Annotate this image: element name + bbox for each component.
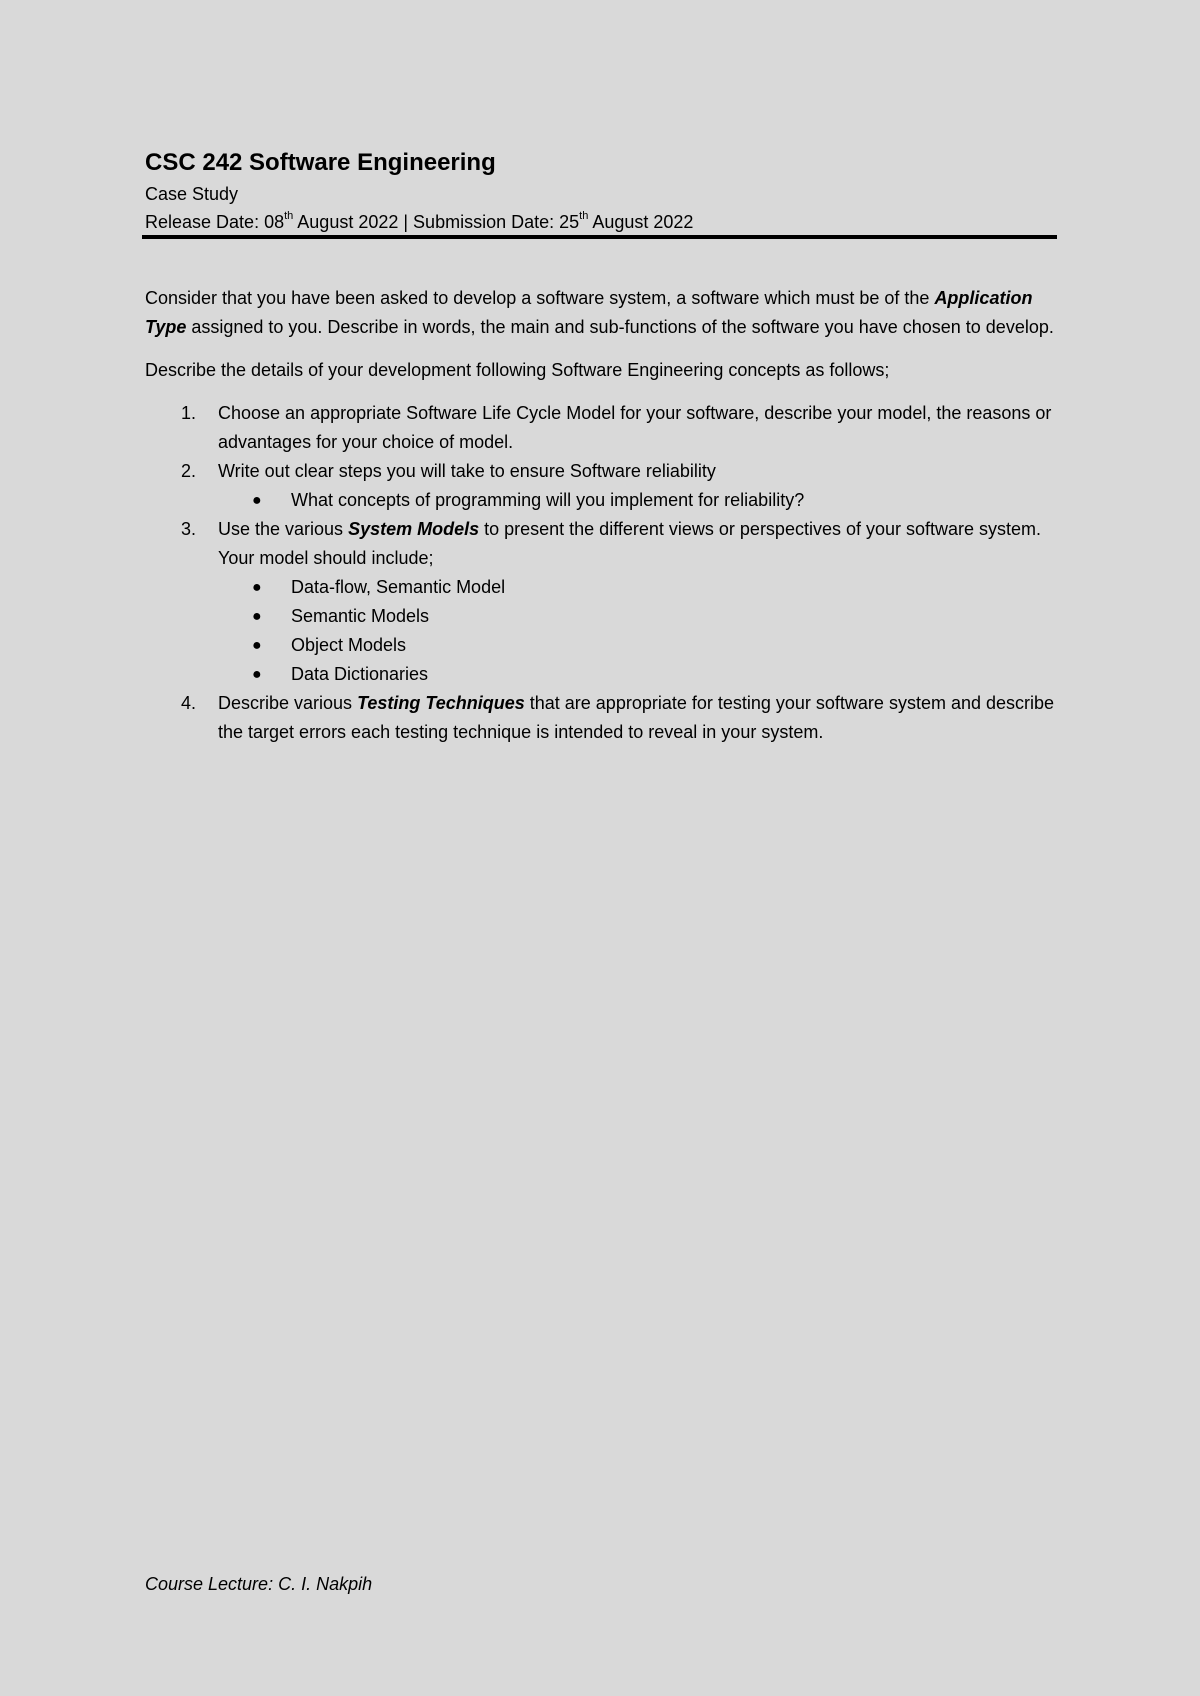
date-line [145,210,1057,234]
sub-item [218,573,1057,602]
bullet-icon: ● [252,637,262,654]
task-emphasis: System Models [348,519,480,539]
document-body [145,284,1057,747]
release-date-suffix: th [284,210,294,222]
task-item-2 [145,457,1057,515]
bullet-icon: ● [252,608,262,625]
bullet-icon: ● [252,579,262,596]
intro-emphasis: Application Type [145,288,1033,337]
header-divider [142,235,1057,239]
submission-date-text: August 2022 | Submission Date: 25 [293,212,580,232]
task-item-3 [145,515,1057,689]
document-subtitle: Case Study [145,184,239,204]
intro-text-2: assigned to you. Describe in words, the main and sub-functions of the software you have chosen to develop. [186,317,1054,337]
bullet-icon: ● [252,666,262,683]
task-number: 1. [181,403,197,423]
task-number: 2. [181,461,197,481]
document-title: CSC 242 Software Engineering [145,149,496,176]
task-text-pre: Describe various [218,693,358,713]
task-item-1 [145,399,1057,457]
task-list [145,399,1057,747]
sub-item-text: What concepts of programming will you implement for reliability? [291,490,805,510]
bullet-icon: ● [252,492,262,509]
sub-item [218,631,1057,660]
lead-paragraph: Describe the details of your development following Software Engineering concepts as follows; [145,360,890,380]
task-sublist [218,573,1057,689]
sub-item [218,486,1057,515]
intro-text-1: Consider that you have been asked to develop a software system, a software which must be of the [145,288,935,308]
sub-item [218,660,1057,689]
task-emphasis: Testing Techniques [357,693,525,713]
release-date-text: Release Date: 08 [145,212,285,232]
sub-item-text: Object Models [291,635,407,655]
intro-paragraph [145,284,1057,342]
task-text: Choose an appropriate Software Life Cycle Model for your software, describe your model, the reasons or advantages for your choice of model. [218,403,1052,452]
task-text-post: that are appropriate for testing your software system and describe the target errors each testing technique is intended to reveal in your system. [218,693,1055,742]
task-text-post: to present the different views or perspectives of your software system. Your model should include; [218,519,1042,568]
sub-item-text: Semantic Models [291,606,430,626]
sub-item-text: Data-flow, Semantic Model [291,577,506,597]
task-item-4 [145,689,1057,747]
task-sublist [218,486,1057,515]
footer-lecturer: Course Lecture: C. I. Nakpih [145,1574,373,1594]
submission-date-suffix: th [579,210,589,222]
document-header [145,148,1057,234]
task-text: Write out clear steps you will take to ensure Software reliability [218,461,716,481]
sub-item [218,602,1057,631]
submission-date-rest: August 2022 [588,212,694,232]
task-text-pre: Use the various [218,519,349,539]
task-number: 4. [181,693,197,713]
task-number: 3. [181,519,197,539]
sub-item-text: Data Dictionaries [291,664,429,684]
